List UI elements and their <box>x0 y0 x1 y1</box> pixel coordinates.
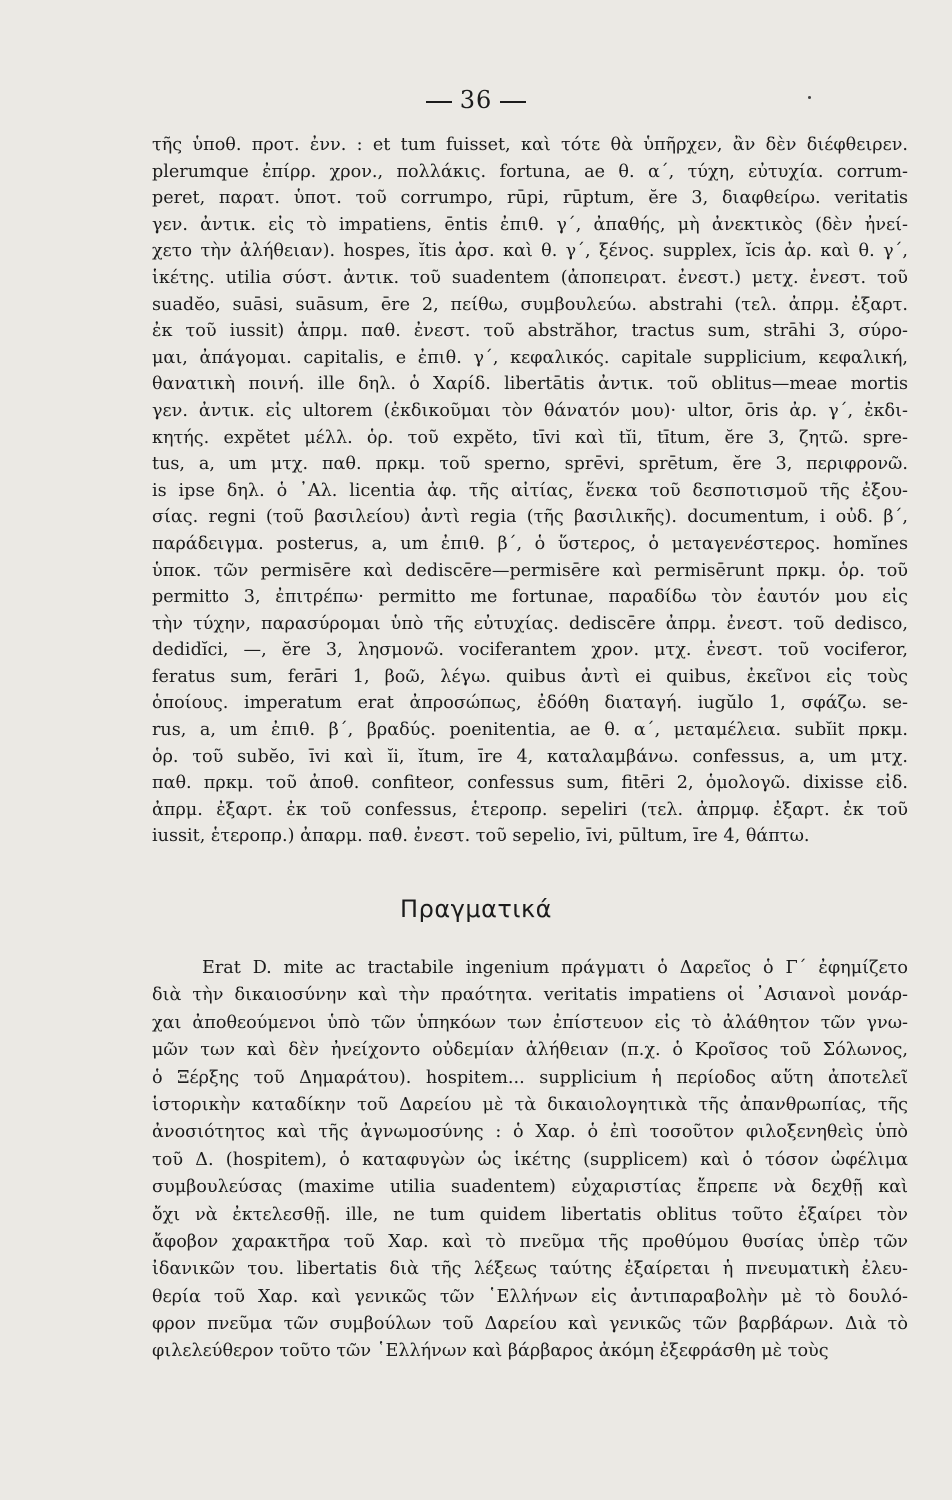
vocabulary-line: θανατικὴ ποινή. ille δηλ. ὁ Χαρίδ. libertātis ἀντικ. τοῦ oblitus—meae mortis <box>152 374 908 395</box>
commentary-line: Erat D. mite ac tractabile ingenium πράγματι ὁ Δαρεῖος ὁ Γ΄ ἐφημίζετο <box>202 958 908 978</box>
vocabulary-line: ἐκ τοῦ iussit) ἀπρμ. παθ. ἐνεστ. τοῦ abstrăhor, tractus sum, strāhi 3, σύρο- <box>152 321 908 342</box>
commentary-line: ἄφοβον χαρακτῆρα τοῦ Χαρ. καὶ τὸ πνεῦμα τῆς προθύμου θυσίας ὑπὲρ τῶν <box>152 1231 908 1252</box>
commentary-line: ὄχι νὰ ἐκτελεσθῇ. ille, ne tum quidem libertatis oblitus τοῦτο ἐξαίρει τὸν <box>152 1204 908 1225</box>
commentary-line: συμβουλεύσας (maxime utilia suadentem) εὐχαριστίας ἔπρεπε νὰ δεχθῇ καὶ <box>152 1177 908 1198</box>
vocabulary-line: γεν. ἀντικ. εἰς ultorem (ἐκδικοῦμαι τὸν θάνατόν μου)· ultor, ōris ἀρ. γ΄, ἐκδι- <box>152 400 908 421</box>
commentary-line: θερία τοῦ Χαρ. καὶ γενικῶς τῶν ῾Ελλήνων εἰς ἀντιπαραβολὴν μὲ τὸ δουλό- <box>152 1286 908 1307</box>
commentary-line: ἀνοσιότητος καὶ τῆς ἀγνωμοσύνης : ὁ Χαρ. ὁ ἐπὶ τοσοῦτον φιλοξενηθεὶς ὑπὸ <box>152 1122 908 1143</box>
vocabulary-line: feratus sum, ferāri 1, βοῶ, λέγω. quibus ἀντὶ ei quibus, ἐκεῖνοι εἰς τοὺς <box>152 666 908 687</box>
vocabulary-line: τὴν τύχην, παρασύρομαι ὑπὸ τῆς εὐτυχίας. dediscēre ἀπρμ. ἐνεστ. τοῦ dedisco, <box>152 613 908 634</box>
commentary-text <box>152 955 908 1366</box>
page-number-value: 36 <box>459 86 493 114</box>
vocabulary-line: παθ. πρκμ. τοῦ ἀποθ. confiteor, confessus sum, fitēri 2, ὁμολογῶ. dixisse εἰδ. <box>152 773 908 794</box>
vocabulary-line: dedidĭci, —, ĕre 3, λησμονῶ. vociferantem χρον. μτχ. ἐνεστ. τοῦ vociferor, <box>152 640 908 661</box>
vocabulary-line: κητής. expĕtet μέλλ. ὁρ. τοῦ expĕto, tīvi καὶ tĭi, tītum, ĕre 3, ζητῶ. spre- <box>152 427 908 448</box>
vocabulary-line: σίας. regni (τοῦ βασιλείου) ἀντὶ regia (τῆς βασιλικῆς). documentum, i οὐδ. β΄, <box>152 507 908 528</box>
page-number <box>0 86 952 114</box>
vocabulary-line: χετο τὴν ἀλήθειαν). hospes, ĭtis ἀρσ. καὶ θ. γ΄, ξένος. supplex, ĭcis ἀρ. καὶ θ. γ΄, <box>152 241 908 262</box>
commentary-line: διὰ τὴν δικαιοσύνην καὶ τὴν πραότητα. veritatis impatiens οἱ ᾿Ασιανοὶ μονάρ- <box>152 985 908 1006</box>
commentary-line: ὁ Ξέρξης τοῦ Δημαράτου). hospitem... supplicium ἡ περίοδος αὕτη ἀποτελεῖ <box>152 1067 908 1088</box>
commentary-line: χαι ἀποθεούμενοι ὑπὸ τῶν ὑπηκόων των ἐπίστευον εἰς τὸ ἀλάθητον τῶν γνω- <box>152 1012 908 1033</box>
vocabulary-line: iussit, ἑτεροπρ.) ἀπαρμ. παθ. ἐνεστ. τοῦ sepelio, īvi, pūltum, īre 4, θάπτω. <box>152 826 810 847</box>
vocabulary-notes <box>152 132 908 850</box>
vocabulary-line: γεν. ἀντικ. εἰς τὸ impatiens, ēntis ἐπιθ. γ΄, ἀπαθής, μὴ ἀνεκτικὸς (δὲν ἠνεί- <box>152 214 908 235</box>
page-number-dash-right <box>500 101 526 103</box>
vocabulary-line: ἱκέτης. utilia σύστ. ἀντικ. τοῦ suadentem (ἀποπειρατ. ἐνεστ.) μετχ. ἐνεστ. τοῦ <box>152 267 908 288</box>
vocabulary-line: tus, a, um μτχ. παθ. πρκμ. τοῦ sperno, sprēvi, sprētum, ĕre 3, περιφρονῶ. <box>152 454 908 475</box>
vocabulary-line: rus, a, um ἐπιθ. β΄, βραδύς. poenitentia, ae θ. α΄, μεταμέλεια. subĭit πρκμ. <box>152 720 908 741</box>
commentary-line: ἰδανικῶν του. libertatis διὰ τῆς λέξεως ταύτης ἐξαίρεται ἡ πνευματικὴ ἐλευ- <box>152 1259 908 1280</box>
vocabulary-line: τῆς ὑποθ. προτ. ἐνν. : et tum fuisset, καὶ τότε θὰ ὑπῆρχεν, ἂν δὲν διέφθειρεν. <box>152 135 908 155</box>
vocabulary-line: is ipse δηλ. ὁ ᾿Αλ. licentia ἀφ. τῆς αἰτίας, ἕνεκα τοῦ δεσποτισμοῦ τῆς ἐξου- <box>152 480 908 501</box>
vocabulary-line: ἀπρμ. ἐξαρτ. ἐκ τοῦ confessus, ἑτεροπρ. sepeliri (τελ. ἀπρμφ. ἐξαρτ. ἐκ τοῦ <box>152 799 908 820</box>
commentary-line: μῶν των καὶ δὲν ἠνείχοντο οὐδεμίαν ἀλήθειαν (π.χ. ὁ Κροῖσος τοῦ Σόλωνος, <box>152 1040 908 1061</box>
section-heading: Πραγματικά <box>400 895 552 923</box>
commentary-line: ἱστορικὴν καταδίκην τοῦ Δαρείου μὲ τὰ δικαιολογητικὰ τῆς ἀπανθρωπίας, τῆς <box>152 1094 908 1115</box>
vocabulary-line: peret, παρατ. ὑποτ. τοῦ corrumpo, rūpi, rūptum, ĕre 3, διαφθείρω. veritatis <box>152 188 908 209</box>
vocabulary-line: ὁποίους. imperatum erat ἀπροσώπως, ἐδόθη διαταγή. iugŭlo 1, σφάζω. se- <box>152 693 908 714</box>
commentary-line: φιλελεύθερον τοῦτο τῶν ῾Ελλήνων καὶ βάρβαρος ἀκόμη ἐξεφράσθη μὲ τοὺς <box>152 1341 829 1362</box>
vocabulary-line: permitto 3, ἐπιτρέπω· permitto me fortunae, παραδίδω τὸν ἑαυτόν μου εἰς <box>152 587 908 608</box>
vocabulary-line: plerumque ἐπίρρ. χρον., πολλάκις. fortuna, ae θ. α΄, τύχη, εὐτυχία. corrum- <box>152 161 908 182</box>
page-number-dash-left <box>426 101 452 103</box>
vocabulary-line: ὑποκ. τῶν permisēre καὶ dediscēre—permisēre καὶ permisērunt πρκμ. ὁρ. τοῦ <box>152 560 908 581</box>
commentary-line: φρον πνεῦμα τῶν συμβούλων τοῦ Δαρείου καὶ γενικῶς τῶν βαρβάρων. Διὰ τὸ <box>152 1314 908 1335</box>
vocabulary-line: suadĕo, suāsi, suāsum, ēre 2, πείθω, συμβουλεύω. abstrahi (τελ. ἀπρμ. ἐξαρτ. <box>152 294 908 315</box>
vocabulary-line: μαι, ἀπάγομαι. capitalis, e ἐπιθ. γ΄, κεφαλικός. capitale supplicium, κεφαλική, <box>152 347 908 368</box>
print-speck <box>808 96 811 99</box>
vocabulary-line: ὁρ. τοῦ subĕo, īvi καὶ ĭi, ĭtum, īre 4, καταλαμβάνω. confessus, a, um μτχ. <box>152 746 908 767</box>
commentary-line: τοῦ Δ. (hospitem), ὁ καταφυγὼν ὡς ἱκέτης (supplicem) καὶ ὁ τόσον ὠφέλιμα <box>152 1149 908 1170</box>
vocabulary-line: παράδειγμα. posterus, a, um ἐπιθ. β΄, ὁ ὕστερος, ὁ μεταγενέστερος. homĭnes <box>152 533 908 554</box>
